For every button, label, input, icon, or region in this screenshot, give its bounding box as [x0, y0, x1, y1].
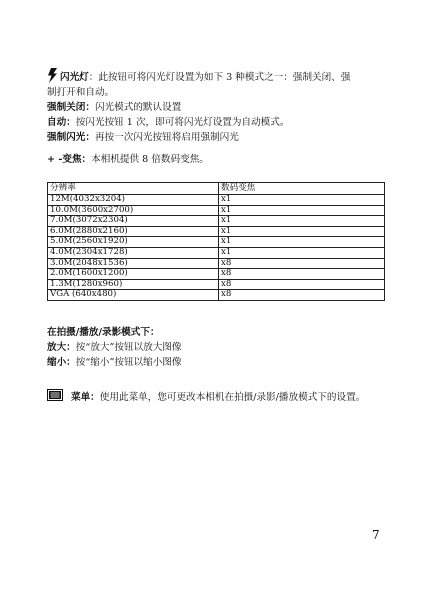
digital-zoom-table: [47, 182, 385, 301]
zoom-cell: x1: [219, 216, 385, 227]
zoom-in-item: [47, 340, 392, 355]
flash-desc-line1: 此按钮可将闪光灯设置为如下 3 种模式之一：强制关闭、强: [98, 72, 351, 83]
digital-zoom-intro: [47, 152, 392, 167]
flash-colon: ：: [88, 72, 99, 83]
page-number: 7: [372, 528, 380, 542]
zoom-in-desc: 按“放大”按钮以放大图像: [75, 342, 182, 353]
resolution-cell: 3.0M(2048x1536): [48, 258, 219, 269]
resolution-cell: 4.0M(2304x1728): [48, 247, 219, 258]
flash-mode-force-on: [47, 130, 392, 145]
zoom-cell: x8: [219, 279, 385, 290]
flash-mode-desc: 闪光模式的默认设置: [94, 102, 182, 113]
resolution-cell: 12M(4032x3204): [48, 195, 219, 206]
flash-mode-name: 强制闪光：: [47, 132, 95, 143]
flash-section: [47, 68, 392, 145]
flash-title: 闪光灯: [60, 72, 89, 83]
zoom-modes-title: 在拍摄/播放/录影模式下：: [47, 327, 160, 338]
column-header-digital-zoom: 数码变焦: [219, 183, 385, 195]
resolution-cell: VGA (640x480): [48, 290, 219, 301]
zoom-out-name: 缩小：: [47, 357, 76, 368]
zoom-out-desc: 按“缩小”按钮以缩小图像: [75, 357, 182, 368]
flash-mode-force-off: [47, 100, 392, 115]
zoom-modes-section: [47, 325, 392, 370]
table-row: [48, 247, 385, 258]
flash-mode-desc: 再按一次闪光按钮将启用强制闪光: [94, 132, 239, 143]
table-row: [48, 269, 385, 280]
resolution-cell: 7.0M(3072x2304): [48, 216, 219, 227]
zoom-cell: x8: [219, 258, 385, 269]
menu-icon: [47, 389, 63, 401]
zoom-cell: x8: [219, 269, 385, 280]
zoom-out-item: [47, 355, 392, 370]
menu-desc: 使用此菜单，您可更改本相机在拍摄/录影/播放模式下的设置。: [99, 392, 366, 403]
zoom-cell: x1: [219, 247, 385, 258]
lightning-bolt-icon: [47, 68, 58, 83]
resolution-cell: 1.3M(1280x960): [48, 279, 219, 290]
digital-zoom-desc: 本相机提供 8 倍数码变焦。: [91, 154, 209, 165]
zoom-cell: x8: [219, 290, 385, 301]
flash-mode-name: 自动：: [47, 117, 76, 128]
flash-desc-line2: 制打开和自动。: [47, 87, 115, 98]
zoom-cell: x1: [219, 195, 385, 206]
column-header-resolution: 分辨率: [48, 183, 219, 195]
resolution-cell: 2.0M(1600x1200): [48, 269, 219, 280]
flash-description: [47, 68, 392, 100]
menu-title: 菜单：: [71, 392, 100, 403]
menu-section: [47, 389, 407, 405]
table-row: [48, 290, 385, 301]
resolution-cell: 6.0M(2880x2160): [48, 226, 219, 237]
zoom-in-name: 放大：: [47, 342, 76, 353]
flash-mode-auto: [47, 115, 392, 130]
resolution-cell: 5.0M(2560x1920): [48, 237, 219, 248]
zoom-cell: x1: [219, 205, 385, 216]
zoom-cell: x1: [219, 237, 385, 248]
table-row: [48, 237, 385, 248]
digital-zoom-title: + -变焦：: [47, 154, 92, 165]
flash-mode-desc: 按闪光按钮 1 次，即可将闪光灯设置为自动模式。: [75, 117, 290, 128]
table-row: [48, 195, 385, 206]
resolution-cell: 10.0M(3600x2700): [48, 205, 219, 216]
flash-mode-name: 强制关闭：: [47, 102, 95, 113]
zoom-cell: x1: [219, 226, 385, 237]
table-header-row: [48, 183, 385, 195]
table-row: [48, 216, 385, 227]
